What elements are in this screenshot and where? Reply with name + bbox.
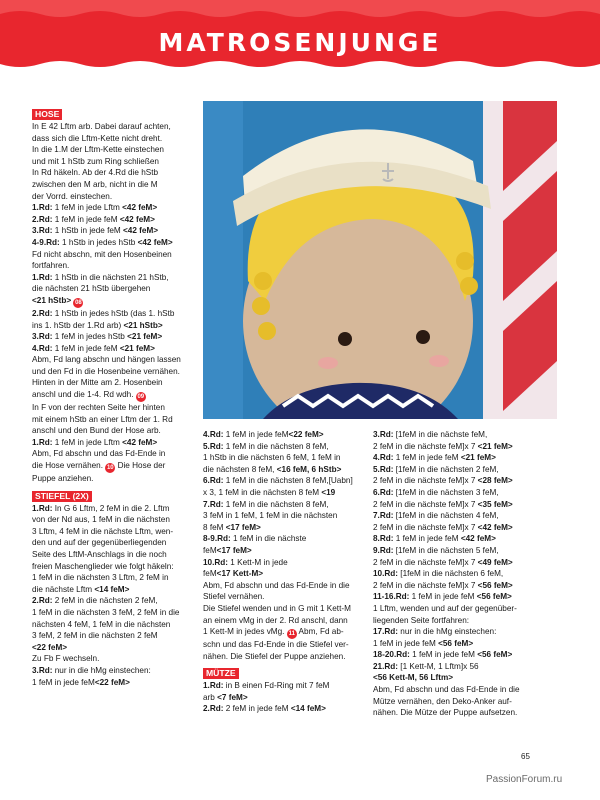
text-line <box>32 460 202 473</box>
text-line <box>203 464 369 476</box>
round-line <box>32 331 202 343</box>
round-line <box>203 475 369 487</box>
text-line <box>203 487 369 499</box>
text-line: Abm, Fd abschn und das Fd-Ende in die <box>373 685 520 695</box>
text-line: mit einem hStb an einer Lftm der 1. Rd <box>32 414 173 424</box>
round-label: 6.Rd: <box>203 476 224 486</box>
round-text: [1feM in die nächsten 4 feM, <box>393 511 499 521</box>
text-line: die nächsten 21 hStb übergehen <box>32 284 151 294</box>
text-line: 1 feM in die nächsten 3 Lftm, 2 feM in <box>32 573 169 583</box>
round-text: in B einen Fd-Ring mit 7 feM <box>223 681 330 691</box>
stitch-count: <42 feM> <box>122 437 158 447</box>
round-text: 1 hStb in die nächsten 21 hStb, <box>52 272 169 282</box>
stitch-count: <22 feM> <box>94 677 130 687</box>
round-text: arb <box>203 692 218 702</box>
round-text: 8 feM <box>203 522 226 532</box>
round-text: 2 feM in jede feM <box>223 704 291 714</box>
text-line: Abm, Fd lang abschn und hängen lassen <box>32 355 181 365</box>
stitch-count: <21 feM> <box>127 332 163 342</box>
round-label: 2.Rd: <box>32 308 53 318</box>
text-line <box>373 638 553 650</box>
text-line <box>203 522 369 534</box>
round-text: 1 feM in jede feM <box>393 453 461 463</box>
stitch-count: <56 feM> <box>477 580 513 590</box>
round-text: die Hose vernähen. <box>32 461 104 471</box>
round-label: 9.Rd: <box>373 545 394 555</box>
round-text: [1feM in die nächsten 3 feM, <box>393 487 499 497</box>
text-line <box>32 642 202 654</box>
stitch-count: <17 feM> <box>225 522 261 532</box>
stitch-count: <14 feM> <box>94 584 130 594</box>
round-line <box>32 214 202 226</box>
stitch-count: <17 Kett-M> <box>216 569 264 579</box>
round-label: 8-9.Rd: <box>203 534 231 544</box>
text-line: 3 feM, 2 feM in die nächsten 2 feM <box>32 631 158 641</box>
round-text: die nächste Lftm <box>32 584 95 594</box>
round-line <box>203 557 369 569</box>
round-line <box>203 429 369 441</box>
column-left <box>32 108 202 688</box>
text-line: dass sich die Lftm-Kette nicht dreht. <box>32 133 163 143</box>
stitch-count: <14 feM> <box>290 704 326 714</box>
round-text: 1 feM in jede feM <box>52 343 120 353</box>
text-line: liegenden Seite fortfahren: <box>373 615 470 625</box>
round-label: 1.Rd: <box>32 503 53 513</box>
round-text: 1 feM in jede feM <box>373 638 439 648</box>
text-line <box>32 584 202 596</box>
round-text: Abm, Fd ab- <box>296 627 344 637</box>
round-line <box>373 510 553 522</box>
text-line: 1 feM in die nächsten 3 feM, 2 feM in die <box>32 607 180 617</box>
round-text: 1 hStb in jedes hStb <box>59 237 138 247</box>
stitch-count: <21 hStb> <box>32 295 72 305</box>
round-text: 1 hStb in jede feM <box>52 226 124 236</box>
stitch-count: <56 Kett-M, 56 Lftm> <box>373 673 454 683</box>
round-line <box>373 533 553 545</box>
stitch-count: <28 feM> <box>477 476 513 486</box>
round-label: 4.Rd: <box>373 453 394 463</box>
stitch-count: <49 feM> <box>477 557 513 567</box>
text-line: In die 1.M der Lftm-Kette einstechen <box>32 145 164 155</box>
stitch-count: <42 feM> <box>137 237 173 247</box>
round-text: x 3, 1 feM in die nächsten 8 feM <box>203 487 322 497</box>
text-line <box>32 320 202 332</box>
round-text: [1feM in die nächste feM, <box>393 430 488 439</box>
round-label: 3.Rd: <box>373 430 394 439</box>
text-line: nächsten 4 feM, 1 feM in die nächsten <box>32 619 171 629</box>
round-label: 2.Rd: <box>32 596 53 606</box>
stitch-count: <56 feM> <box>438 638 474 648</box>
column-middle <box>203 429 369 715</box>
round-line <box>373 626 553 638</box>
round-label: 10.Rd: <box>373 569 399 579</box>
round-text: 2 feM in die nächste feM]x 7 <box>373 522 478 532</box>
text-line <box>203 692 369 704</box>
round-text: [1feM in die nächsten 2 feM, <box>393 464 499 474</box>
round-text: feM <box>203 545 217 555</box>
stitch-count: <42 feM> <box>123 226 159 236</box>
round-line <box>32 437 202 449</box>
text-line: nähen. Die Mütze der Puppe aufsetzen. <box>373 708 518 718</box>
stitch-count: <17 feM> <box>216 545 252 555</box>
text-line: 3 Lftm, 4 feM in die nächste Lftm, wen- <box>32 526 174 536</box>
stitch-count: <35 feM> <box>477 499 513 509</box>
round-label: 8.Rd: <box>373 534 394 544</box>
text-line <box>373 580 553 592</box>
round-label: 11-16.Rd: <box>373 592 410 602</box>
round-text: 2 feM in die nächste feM]x 7 <box>373 557 478 567</box>
round-line <box>373 649 553 661</box>
text-line <box>373 441 553 453</box>
stitch-count: <22 feM> <box>32 642 68 652</box>
round-label: 5.Rd: <box>373 464 394 474</box>
text-line: den und auf der gegenüberliegenden <box>32 538 167 548</box>
round-line <box>373 464 553 476</box>
round-line <box>373 487 553 499</box>
text-line: freien Maschenglieder wie folgt häkeln: <box>32 561 174 571</box>
page-title: MATROSENJUNGE <box>158 28 442 57</box>
section-heading-stiefel: STIEFEL (2X) <box>32 491 92 502</box>
round-label: 1.Rd: <box>203 681 224 691</box>
text-line <box>203 626 369 639</box>
section-heading-muetze: MÜTZE <box>203 668 239 679</box>
round-line <box>32 295 202 308</box>
page-number: 65 <box>521 752 530 761</box>
text-line <box>203 568 369 580</box>
text-line: an einem vMg in der 2. Rd anschl, dann <box>203 615 348 625</box>
text-line: Mütze vernähen, den Deko-Anker auf- <box>373 696 512 706</box>
text-line: der Vorrd. einstechen. <box>32 191 113 201</box>
round-line <box>203 499 369 511</box>
round-line <box>203 441 369 453</box>
round-text: 2 feM in die nächste feM]x 7 <box>373 476 478 486</box>
round-line <box>32 272 202 284</box>
stitch-count: <22 feM> <box>288 430 324 439</box>
round-line <box>32 237 202 249</box>
round-line <box>203 703 369 715</box>
text-line <box>373 499 553 511</box>
round-label: 4.Rd: <box>203 430 224 439</box>
round-label: 3.Rd: <box>32 332 53 342</box>
text-line: Stiefel vernähen. <box>203 592 265 602</box>
round-line <box>373 591 553 603</box>
stitch-count: <16 feM, 6 hStb> <box>276 464 342 474</box>
stitch-count: <21 feM> <box>477 441 513 451</box>
text-line: nähen. Die Stiefel der Puppe anziehen. <box>203 651 346 661</box>
round-text: nur in die hMg einstechen: <box>398 627 497 637</box>
round-text: 1 Kett-M in jedes vMg. <box>203 627 285 637</box>
text-line: Zu Fb F wechseln. <box>32 654 100 664</box>
round-line <box>203 533 369 545</box>
round-text: [1feM in die nächsten 5 feM, <box>393 545 499 555</box>
text-line: Seite des LftM-Anschlags in die noch <box>32 550 167 559</box>
watermark-text: PassionForum.ru <box>486 774 563 785</box>
round-line <box>32 595 202 607</box>
round-line <box>373 452 553 464</box>
step-marker: 11 <box>288 631 295 638</box>
round-line <box>32 202 202 214</box>
text-line: In F von der rechten Seite her hinten <box>32 403 165 413</box>
round-label: 2.Rd: <box>203 704 224 714</box>
text-line: und den Fd in die Hosenbeine vernähen. <box>32 366 180 376</box>
text-line <box>203 545 369 557</box>
text-line <box>373 475 553 487</box>
text-line: Puppe anziehen. <box>32 474 94 484</box>
round-text: die nächsten 8 feM, <box>203 464 277 474</box>
round-label: 3.Rd: <box>32 226 53 236</box>
round-text: 1 hStb in jedes hStb (das 1. hStb <box>52 308 175 318</box>
round-label: 2.Rd: <box>32 214 53 224</box>
text-line: Abm, Fd abschn und das Fd-Ende in die <box>203 580 350 590</box>
round-line <box>203 680 369 692</box>
round-text: [1 Kett-M, 1 Lftm]x 56 <box>398 661 479 671</box>
round-text: 2 feM in die nächsten 2 feM, <box>52 596 158 606</box>
round-label: 5.Rd: <box>203 441 224 451</box>
round-label: 1.Rd: <box>32 437 53 447</box>
text-line: Hinten in der Mitte am 2. Hosenbein <box>32 378 163 388</box>
round-label: 1.Rd: <box>32 203 53 213</box>
step-marker: 08 <box>75 299 82 306</box>
round-label: 18-20.Rd: <box>373 650 410 660</box>
round-line <box>32 665 202 677</box>
round-text: 1 feM in jede feM <box>32 677 95 687</box>
round-text: 2 feM in die nächste feM]x 7 <box>373 499 478 509</box>
stitch-count: <42 feM> <box>122 203 158 213</box>
title-banner <box>0 0 600 78</box>
stitch-count: <56 feM> <box>476 592 512 602</box>
round-text: 1 Kett-M in jede <box>228 557 288 567</box>
round-label: 1.Rd: <box>32 272 53 282</box>
text-line: 3 feM in 1 feM, 1 feM in die nächsten <box>203 511 338 521</box>
round-label: 10.Rd: <box>203 557 229 567</box>
round-text: 1 feM in jedes hStb <box>52 332 128 342</box>
stitch-count: <21 feM> <box>460 453 496 463</box>
text-line <box>373 557 553 569</box>
round-line <box>32 225 202 237</box>
round-text: 1 feM in jede feM <box>223 430 289 439</box>
stitch-count: <21 hStb> <box>123 320 163 330</box>
column-right <box>373 429 553 719</box>
round-line <box>32 308 202 320</box>
text-line <box>373 672 553 684</box>
round-label: 21.Rd: <box>373 661 399 671</box>
text-line <box>32 389 202 402</box>
text-line: schn und das Fd-Ende in die Stiefel ver- <box>203 640 349 650</box>
text-line: anschl und den Bund der Hose arb. <box>32 426 161 436</box>
text-line: In E 42 Lftm arb. Dabei darauf achten, <box>32 122 171 131</box>
round-line <box>373 545 553 557</box>
round-line <box>373 568 553 580</box>
section-heading-hose: HOSE <box>32 109 62 120</box>
round-text: [1feM in die nächsten 6 feM, <box>398 569 504 579</box>
round-text: In G 6 Lftm, 2 feM in die 2. Lftm <box>52 503 170 513</box>
round-text: 1 feM in die nächsten 8 feM, <box>223 499 329 509</box>
round-line <box>373 661 553 673</box>
round-text: nur in die hMg einstechen: <box>52 665 151 675</box>
text-line: Abm, Fd abschn und das Fd-Ende in <box>32 449 166 459</box>
stitch-count: <42 feM> <box>119 214 155 224</box>
round-text: 1 feM in die nächste <box>230 534 307 544</box>
round-text: feM <box>203 569 217 579</box>
text-line: In Rd häkeln. Ab der 4.Rd die hStb <box>32 168 159 178</box>
text-line: fortfahren. <box>32 261 70 271</box>
round-text: 1 feM in jede feM <box>409 592 477 602</box>
stitch-count: <19 <box>321 487 336 497</box>
text-line <box>32 677 202 689</box>
stitch-count: <56 feM> <box>477 650 513 660</box>
text-line: zwischen den M arb, nicht in die M <box>32 179 158 189</box>
text-line: von der Nd aus, 1 feM in die nächsten <box>32 515 170 525</box>
round-text: 1 feM in die nächsten 8 feM,[Uabn] <box>223 476 353 486</box>
doll-photo <box>203 101 557 419</box>
round-text: Die Hose der <box>115 461 166 471</box>
text-line: und mit 1 hStb zum Ring schließen <box>32 156 159 166</box>
round-label: 4.Rd: <box>32 343 53 353</box>
round-label: 6.Rd: <box>373 487 394 497</box>
text-line <box>373 522 553 534</box>
round-line <box>32 503 202 515</box>
round-text: 1 feM in jede feM <box>393 534 461 544</box>
text-line: 1 hStb in die nächsten 6 feM, 1 feM in <box>203 453 341 463</box>
round-label: 3.Rd: <box>32 665 53 675</box>
stitch-count: <7 feM> <box>217 692 248 702</box>
round-text: 1 feM in jede Lftm <box>52 203 123 213</box>
round-text: ins 1. hStb der 1.Rd arb) <box>32 320 124 330</box>
step-marker: 09 <box>137 394 145 401</box>
stitch-count: <42 feM> <box>477 522 513 532</box>
round-label: 7.Rd: <box>203 499 224 509</box>
text-line: 1 Lftm, wenden und auf der gegenüber- <box>373 603 517 613</box>
round-text: 2 feM in die nächste feM]x 7 <box>373 580 478 590</box>
round-text: 1 feM in die nächsten 8 feM, <box>223 441 329 451</box>
round-text: 1 feM in jede feM <box>52 214 120 224</box>
round-text: 1 feM in jede Lftm <box>52 437 123 447</box>
stitch-count: <21 feM> <box>119 343 155 353</box>
stitch-count: <42 feM> <box>460 534 496 544</box>
round-line <box>32 343 202 355</box>
text-line: Die Stiefel wenden und in G mit 1 Kett-M <box>203 603 351 613</box>
round-label: 4-9.Rd: <box>32 237 60 247</box>
round-label: 7.Rd: <box>373 511 394 521</box>
round-text: 1 feM in jede feM <box>409 650 478 660</box>
round-text: anschl und die 1-4. Rd wdh. <box>32 390 134 400</box>
round-text: 2 feM in die nächste feM]x 7 <box>373 441 478 451</box>
step-marker: 10 <box>106 465 114 472</box>
round-label: 17.Rd: <box>373 627 399 637</box>
text-line: Fd nicht abschn, mit den Hosenbeinen <box>32 249 172 259</box>
round-line <box>373 429 553 441</box>
